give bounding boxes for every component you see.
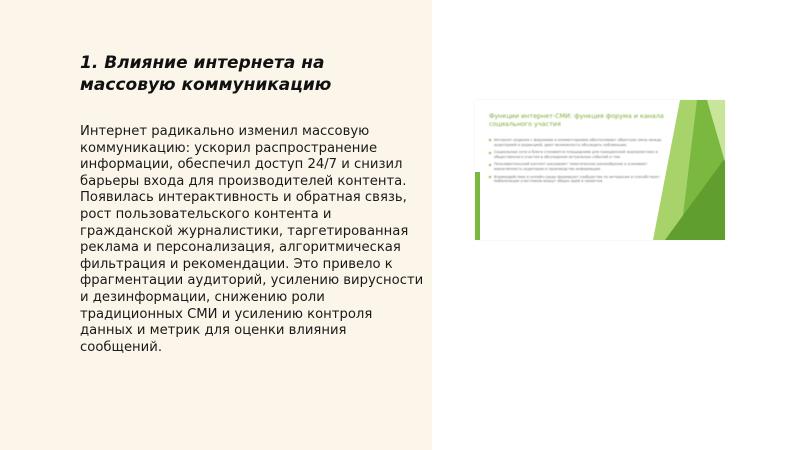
thumbnail-bullet-item: Пользовательский контент расширяет тематическое разнообразие и усиливает вовлечённость аудитории в производство информации. [489, 162, 675, 171]
slide-title: 1. Влияние интернета на массовую коммуникацию [80, 53, 332, 95]
slide-body-text: Интернет радикально изменил массовую коммуникацию: ускорил распространение информации, обеспечил доступ 24/7 и снизил барьеры входа для производителей контента. Появилась интерактивность и обратная связь, рост пользовательского контента и гражданской журналистики, таргетированная реклама и персонализация, алгоритмическая фильтрация и рекомендации. Это привело к фрагментации аудиторий, усилению вирусности и дезинформации, снижению роли традиционных СМИ и усилению контроля данных и метрик для оценки влияния сообщений. [80, 124, 424, 355]
thumbnail-title: Функции интернет-СМИ: функция форума и канала социального участия [489, 112, 664, 128]
thumbnail-bullet-list [489, 138, 675, 187]
slide-thumbnail-image [475, 100, 725, 240]
thumbnail-bullet-item: Взаимодействие в онлайн-среде формирует сообщества по интересам и способствует мобилизации участников вокруг общих идей и проектов. [489, 175, 675, 184]
thumbnail-bullet-item: Интернет-издания с форумами и комментариями обеспечивают обратную связь между аудиторией и редакцией, дают возможность обсуждать публикации. [489, 138, 675, 147]
thumbnail-bullet-item: Социальные сети и блоги становятся площадками для гражданской журналистики и общественного участия в обсуждении актуальных событий и тем. [489, 150, 675, 159]
